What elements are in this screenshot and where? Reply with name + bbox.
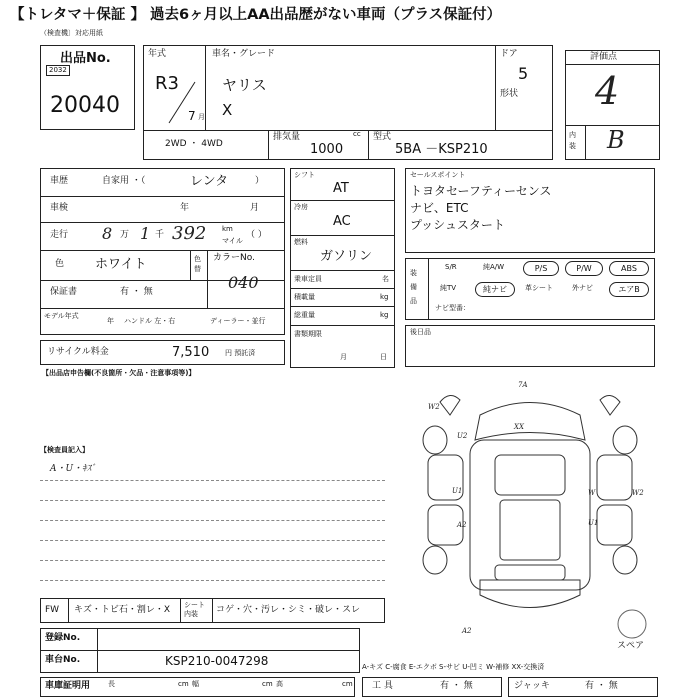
history-label: 車歴 bbox=[50, 176, 69, 186]
recycle-label: リサイクル料金 bbox=[47, 347, 109, 357]
mileage-label: 走行 bbox=[50, 230, 69, 240]
jack-value: 有 ・ 無 bbox=[585, 681, 618, 691]
after-date-label: 後日品 bbox=[410, 328, 431, 336]
drive-options: 2WD ・ 4WD bbox=[165, 139, 223, 149]
cert-height: 高 bbox=[276, 680, 283, 688]
damage-w2-left: W2 bbox=[428, 403, 440, 411]
history-options: 自家用 ・（ bbox=[102, 176, 146, 186]
damage-legend: A-キズ C-腐食 E-エクボ S-サビ U-凹ミ W-補修 XX-交換済 bbox=[362, 663, 545, 671]
cert-len-unit: cm bbox=[178, 680, 189, 688]
displacement-value: 1000 bbox=[310, 142, 344, 157]
gross-label: 総重量 bbox=[294, 311, 315, 319]
sales-point-2: ナビ、ETC bbox=[410, 201, 469, 215]
mileage-sen: 1 bbox=[140, 224, 151, 243]
lot-stamp: 2032 bbox=[46, 65, 70, 76]
type-label: 型式 bbox=[373, 132, 392, 142]
year-month: 7 bbox=[188, 109, 196, 123]
tools-label: 工 具 bbox=[372, 681, 393, 691]
interior-value: B bbox=[607, 126, 625, 154]
sales-points-label: セールスポイント bbox=[410, 171, 466, 179]
inspection-label: 車検 bbox=[50, 203, 69, 213]
history-value: レンタ bbox=[190, 174, 229, 189]
cert-width: 幅 bbox=[192, 680, 199, 688]
mileage-man: 8 bbox=[102, 224, 113, 243]
sales-point-1: トヨタセーフティーセンス bbox=[410, 184, 552, 198]
recycle-value: 7,510 bbox=[172, 345, 210, 360]
equipment-label: 装備品 bbox=[410, 269, 417, 305]
damage-w2-right: W2 bbox=[632, 489, 644, 497]
equip-aw: 純A/W bbox=[483, 263, 505, 271]
color-label: 色 bbox=[55, 259, 65, 269]
damage-u1-right: U1 bbox=[588, 519, 599, 527]
mileage-man-unit: 万 bbox=[120, 230, 130, 240]
docs-label: 書類期限 bbox=[294, 330, 322, 338]
shape-label: 形状 bbox=[500, 89, 519, 99]
equip-sr: S/R bbox=[445, 263, 457, 271]
sales-point-3: プッシュスタート bbox=[410, 218, 505, 232]
spec-box bbox=[290, 168, 395, 368]
displacement-unit: cc bbox=[353, 130, 361, 138]
color-value: ホワイト bbox=[95, 257, 147, 272]
load-unit: kg bbox=[380, 293, 389, 301]
fuel-value: ガソリン bbox=[320, 249, 373, 264]
seller-notes-label: 【出品店申告欄(不良箇所・欠品・注意事項等)】 bbox=[42, 369, 196, 377]
equip-airbag: エアB bbox=[609, 282, 649, 297]
damage-u1-left: U1 bbox=[452, 487, 463, 495]
spare-label: スペア bbox=[617, 641, 645, 651]
cert-height-unit: cm bbox=[342, 680, 353, 688]
recycle-unit: 円 預託済 bbox=[225, 349, 256, 357]
mileage-unit-mile: マイル bbox=[222, 237, 243, 245]
load-label: 積載量 bbox=[294, 293, 315, 301]
damage-w: W bbox=[588, 489, 596, 497]
ac-value: AC bbox=[333, 214, 351, 229]
equip-extnavi: 外ナビ bbox=[572, 284, 593, 292]
cert-label: 車庫証明用 bbox=[45, 681, 91, 691]
year-label: 年式 bbox=[148, 49, 167, 59]
interior-label: 内装 bbox=[569, 131, 576, 150]
cert-len: 長 bbox=[108, 680, 115, 688]
lot-label: 出品No. bbox=[60, 51, 111, 66]
color-code: 040 bbox=[228, 273, 259, 292]
header-banner: 【トレタマ＋保証 】 過去6ヶ月以上AA出品歴がない車両（プラス保証付） bbox=[10, 7, 502, 23]
seat-interior-label: シート内装 bbox=[184, 601, 205, 618]
model-year-label: モデル年式 bbox=[44, 312, 79, 320]
seats-label: 乗車定員 bbox=[294, 275, 322, 283]
car-diagram-icon bbox=[420, 380, 640, 640]
inspector-label: 【検査員記入】 bbox=[40, 446, 89, 454]
jack-label: ジャッキ bbox=[514, 681, 550, 691]
chassis-value: KSP210-0047298 bbox=[165, 654, 269, 668]
mileage-rest: 392 bbox=[172, 223, 207, 244]
mileage-unit-km: km bbox=[222, 225, 233, 233]
warranty-label: 保証書 bbox=[50, 287, 78, 297]
shift-label: シフト bbox=[294, 171, 315, 179]
inspection-month: 月 bbox=[250, 203, 260, 213]
score-label: 評価点 bbox=[590, 52, 618, 62]
history-close: ） bbox=[255, 176, 265, 186]
inspector-note: A・U・ｷｽﾞ bbox=[50, 464, 96, 474]
fuel-label: 燃料 bbox=[294, 238, 308, 246]
equip-ps: P/S bbox=[523, 261, 559, 276]
damage-top: 7A bbox=[518, 381, 528, 389]
warranty-value: 有 ・ 無 bbox=[120, 287, 153, 297]
docs-month: 月 bbox=[340, 353, 347, 361]
equip-navi: 純ナビ bbox=[475, 282, 515, 297]
equip-pw: P/W bbox=[565, 261, 603, 276]
inspection-year: 年 bbox=[180, 203, 190, 213]
cert-width-unit: cm bbox=[262, 680, 273, 688]
damage-front: XX bbox=[514, 423, 524, 431]
model-label: 車名・グレード bbox=[212, 49, 276, 59]
year-value: R3 bbox=[155, 73, 179, 94]
model-name: ヤリス bbox=[222, 76, 267, 94]
spare-tire-icon bbox=[616, 608, 648, 640]
after-date-box bbox=[405, 325, 655, 367]
model-year-handle: ハンドル 左・右 bbox=[124, 317, 176, 325]
score-value: 4 bbox=[595, 69, 620, 113]
color-code-label: カラーNo. bbox=[213, 253, 255, 263]
nav-model-label: ナビ型番： bbox=[435, 304, 470, 312]
fw-label: FW bbox=[45, 605, 60, 615]
gross-unit: kg bbox=[380, 311, 389, 319]
mileage-paren: （ ） bbox=[246, 230, 267, 240]
damage-a2-left: A2 bbox=[457, 521, 467, 529]
tools-value: 有 ・ 無 bbox=[440, 681, 473, 691]
model-year-dealer: ディーラー・並行 bbox=[210, 317, 266, 325]
equip-abs: ABS bbox=[609, 261, 649, 276]
mileage-sen-unit: 千 bbox=[155, 230, 165, 240]
fw-items: キズ・トビ石・割レ・X bbox=[74, 605, 170, 615]
year-month-suffix: 月 bbox=[198, 113, 205, 121]
header-subnote: （検査機〕対応用紙 bbox=[40, 29, 103, 37]
damage-u2: U2 bbox=[457, 432, 468, 440]
displacement-label: 排気量 bbox=[273, 132, 301, 142]
lot-number: 20040 bbox=[50, 93, 120, 118]
docs-day: 日 bbox=[380, 353, 387, 361]
equip-seat: 革シート bbox=[525, 284, 553, 292]
damage-a2-bottom: A2 bbox=[462, 627, 472, 635]
model-year-year: 年 bbox=[107, 317, 114, 325]
type-value: 5BA －KSP210 bbox=[395, 142, 488, 157]
color-change-label: 色替 bbox=[194, 255, 201, 273]
doors-value: 5 bbox=[518, 64, 529, 83]
details-box bbox=[40, 168, 285, 335]
shift-value: AT bbox=[333, 181, 349, 196]
seats-unit: 名 bbox=[382, 275, 389, 283]
doors-label: ドア bbox=[500, 49, 518, 59]
equip-tv: 純TV bbox=[440, 284, 457, 292]
ac-label: 冷房 bbox=[294, 203, 308, 211]
seat-interior-items: コゲ・穴・汚レ・シミ・破レ・スレ bbox=[216, 605, 361, 615]
model-grade: X bbox=[222, 101, 233, 119]
chassis-label: 車台No. bbox=[45, 655, 81, 665]
registration-label: 登録No. bbox=[45, 633, 81, 643]
